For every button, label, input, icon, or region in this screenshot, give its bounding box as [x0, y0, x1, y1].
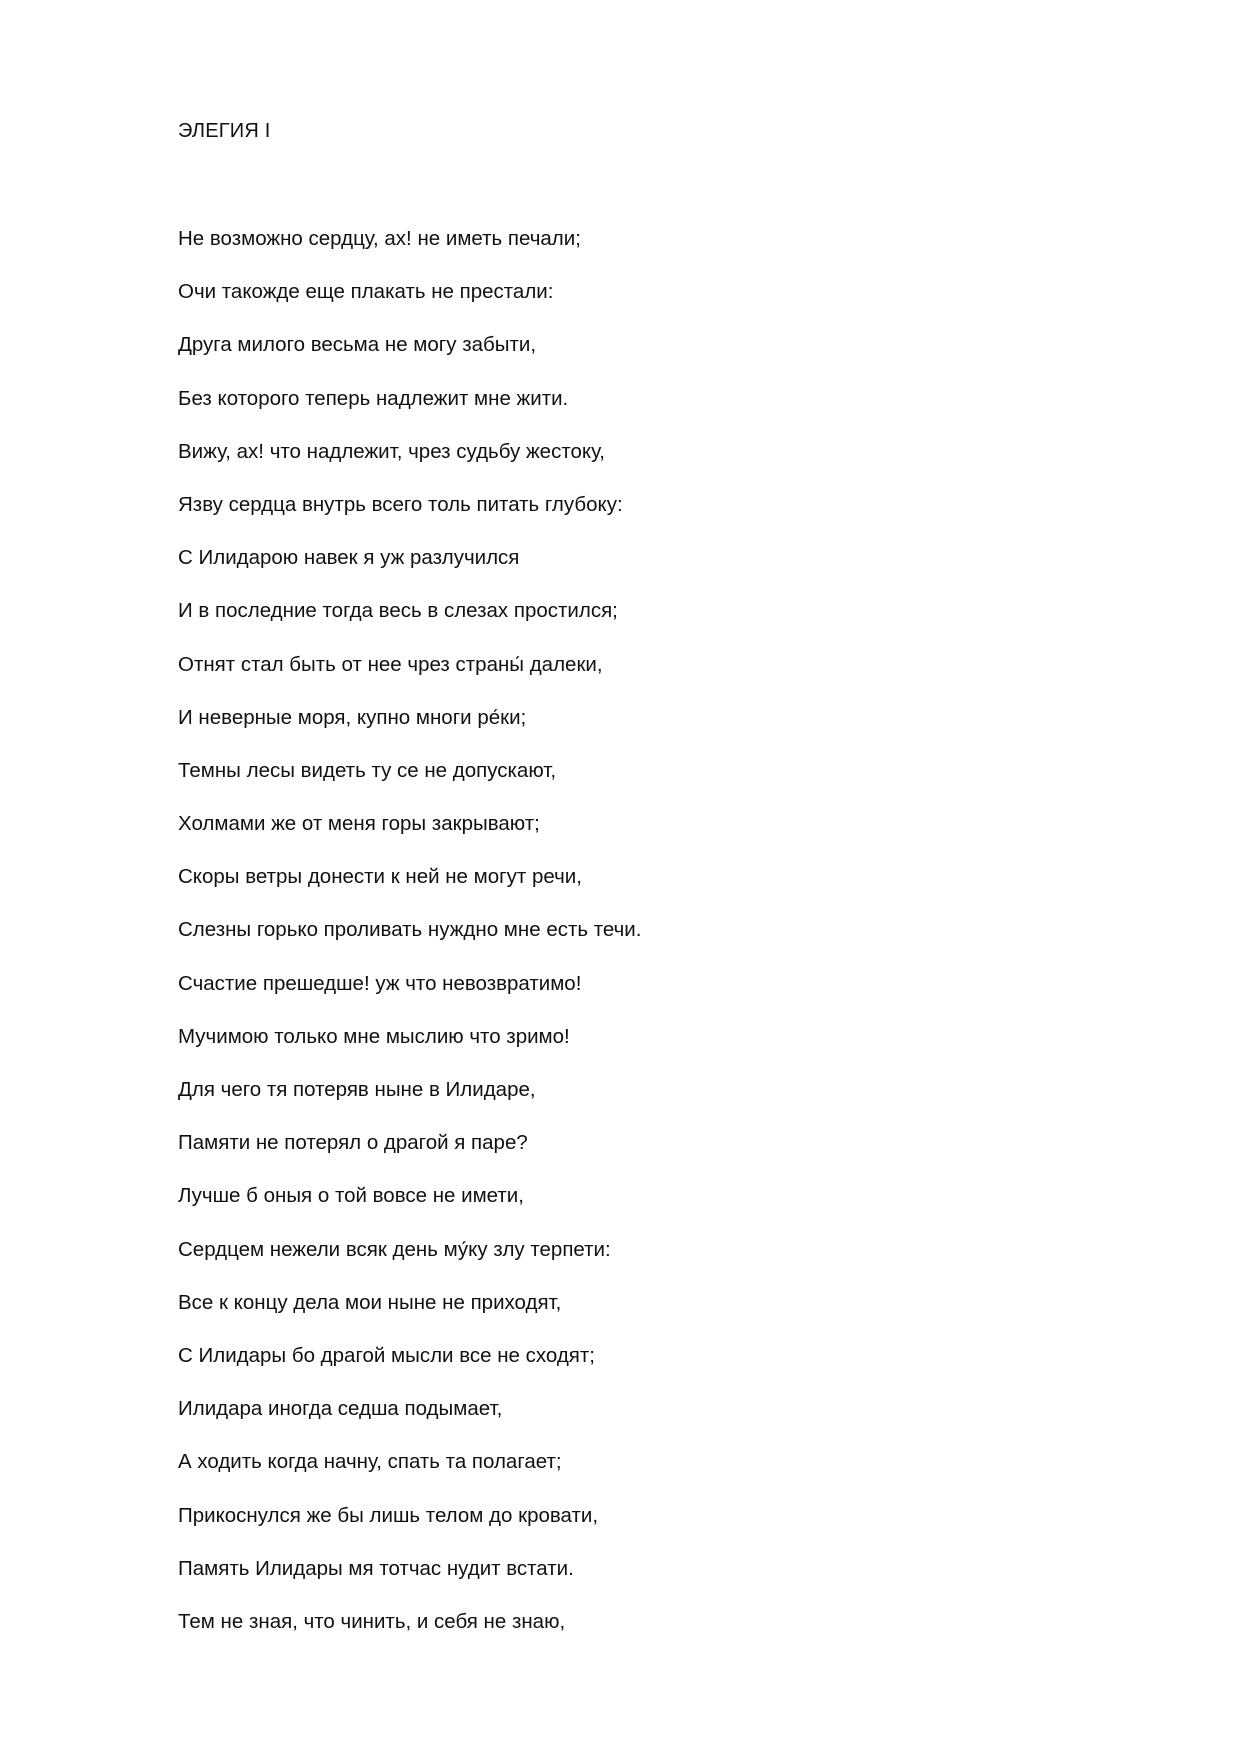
poem-line: Отнят стал быть от нее чрез страны́ далеки, [178, 652, 603, 676]
poem-line: С Илидары бо драгой мысли все не сходят; [178, 1343, 595, 1367]
poem-line: Холмами же от меня горы закрывают; [178, 812, 540, 836]
poem-line: С Илидарою навек я уж разлучился [178, 546, 520, 570]
poem-line: Прикоснулся же бы лишь телом до кровати, [178, 1503, 599, 1527]
poem-line: Мучимою только мне мыслию что зримо! [178, 1024, 570, 1048]
poem-line: Для чего тя потеряв ныне в Илидаре, [178, 1078, 536, 1101]
poem-line: Тем не зная, что чинить, и себя не знаю, [178, 1609, 566, 1633]
poem-title: ЭЛЕГИЯ I [178, 120, 271, 142]
poem-line: Счастие прешедше! уж что невозвратимо! [178, 971, 582, 995]
poem-line: Все к концу дела мои ныне не приходят, [178, 1290, 562, 1314]
poem-line: Память Илидары мя тотчас нудит встати. [178, 1556, 574, 1580]
poem-line: Илидара иногда седша подымает, [178, 1397, 503, 1421]
poem-line: Не возможно сердцу, ах! не иметь печали; [178, 227, 581, 250]
poem-line: Скоры ветры донести к ней не могут речи, [178, 865, 582, 889]
poem-line: Язву сердца внутрь всего толь питать глубоку: [178, 492, 623, 516]
poem-body [178, 226, 641, 1662]
poem-line: Без которого теперь надлежит мне жити. [178, 386, 569, 410]
poem-line: Слезны горько проливать нуждно мне есть течи. [178, 918, 642, 942]
poem-line: И в последние тогда весь в слезах простился; [178, 599, 618, 623]
poem-line: Очи такожде еще плакать не престали: [178, 280, 554, 304]
poem-line: И неверные моря, купно многи ре́ки; [178, 705, 527, 729]
poem-line: Сердцем нежели всяк день му́ку злу терпети: [178, 1237, 611, 1261]
poem-line: Темны лесы видеть ту се не допускают, [178, 758, 557, 782]
poem-line: Друга милого весьма не могу забыти, [178, 333, 537, 357]
poem-line: Лучше б оныя о той вовсе не имети, [178, 1184, 524, 1208]
poem-line: Памяти не потерял о драгой я паре? [178, 1131, 528, 1155]
poem-line: Вижу, ах! что надлежит, чрез судьбу жестоку, [178, 439, 605, 463]
poem-line: А ходить когда начну, спать та полагает; [178, 1450, 562, 1474]
